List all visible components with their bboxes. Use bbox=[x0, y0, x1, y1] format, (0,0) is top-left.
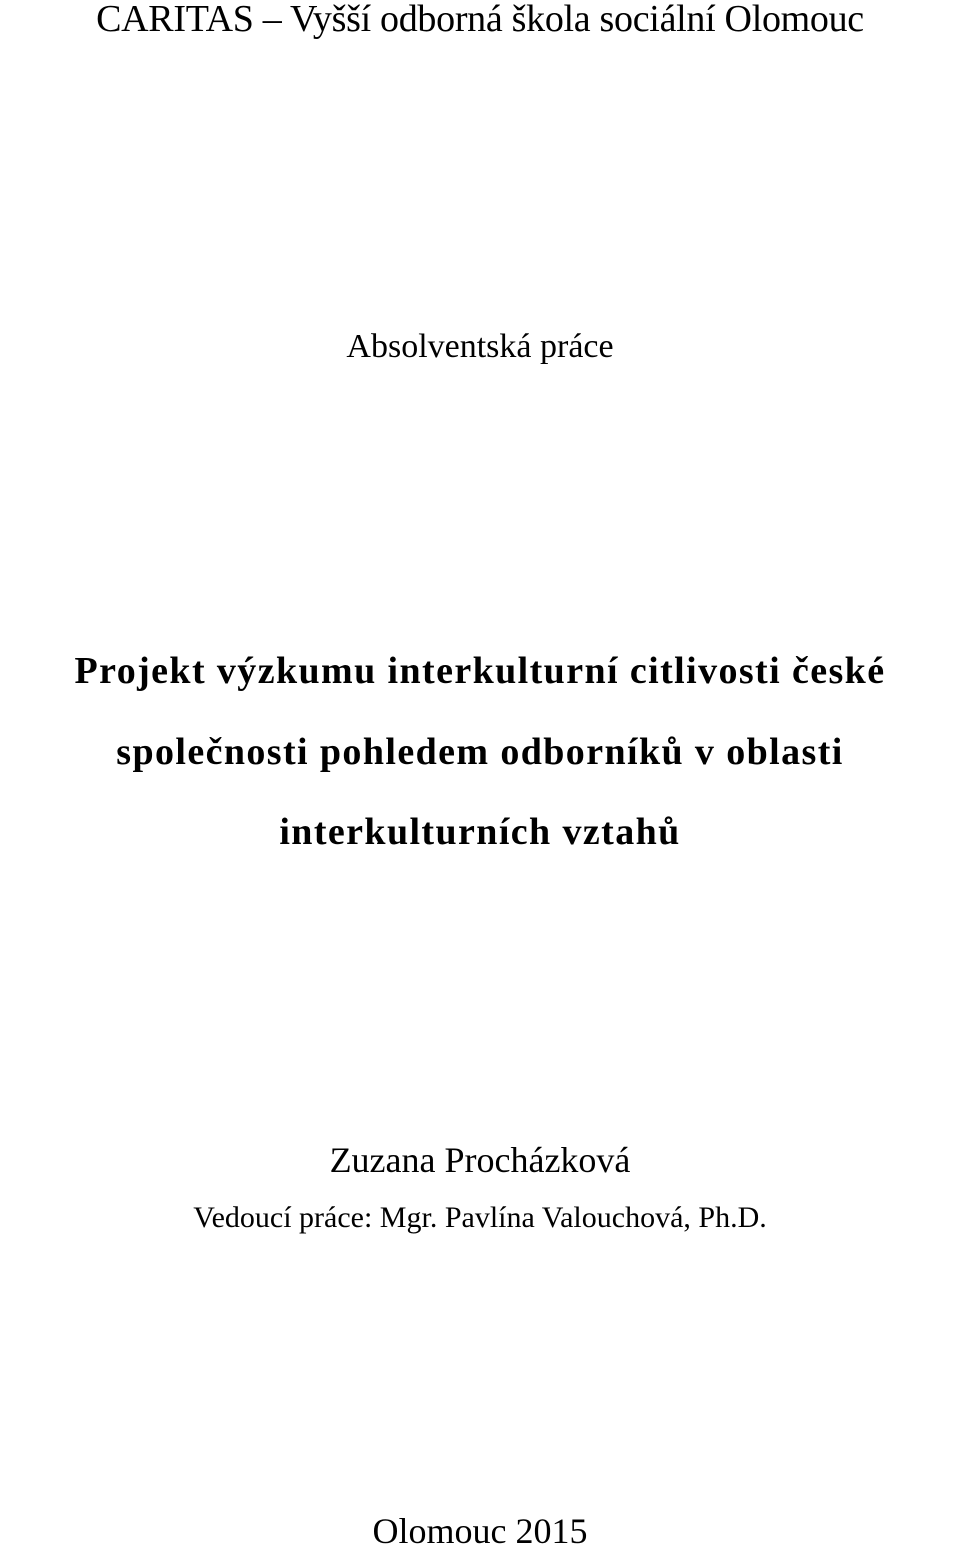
author-name: Zuzana Procházková bbox=[329, 1140, 631, 1180]
institution-name: CARITAS – Vyšší odborná škola sociální Olomouc bbox=[96, 0, 864, 40]
supervisor-line: Vedoucí práce: Mgr. Pavlína Valouchová, Ph.D. bbox=[193, 1201, 767, 1234]
place-and-year: Olomouc 2015 bbox=[372, 1511, 588, 1551]
document-type: Absolventská práce bbox=[346, 328, 614, 365]
thesis-title-line: interkulturních vztahů bbox=[279, 811, 681, 853]
thesis-title-line: Projekt výzkumu interkulturní citlivosti české bbox=[74, 650, 886, 692]
thesis-title-line: společnosti pohledem odborníků v oblasti bbox=[116, 731, 844, 773]
